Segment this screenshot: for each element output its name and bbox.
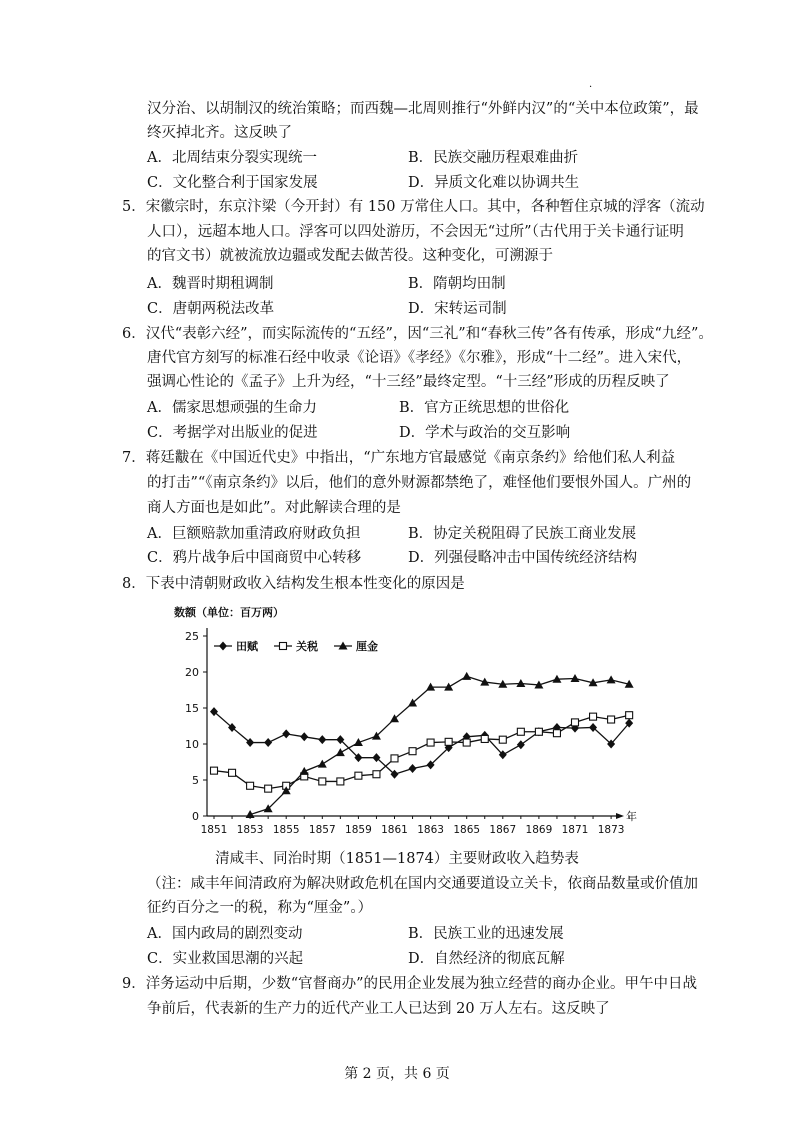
q4-option-b: B．民族交融历程艰难曲折	[408, 150, 579, 166]
land-tax-data-point	[282, 729, 290, 738]
q4-option-c: C．文化整合利于国家发展	[147, 175, 318, 191]
customs-duty-data-point	[229, 769, 236, 776]
q5-stem-line-2: 人口），远超本地人口。浮客可以四处游历，不会因无“过所”（古代用于关卡通行证明	[147, 224, 684, 240]
customs-duty-data-point	[626, 712, 633, 719]
x-axis-arrow	[616, 813, 624, 819]
q8-option-b: B．民族工业的迅速发展	[408, 926, 564, 942]
q7-stem-line-3: 商人方面也是如此”。对此解读合理的是	[147, 500, 401, 516]
land-tax-data-point	[264, 738, 272, 747]
q7-stem-line-2: 的打击”“《南京条约》以后，他们的意外财源都禁绝了，难怪他们要恨外国人。广州的	[147, 475, 692, 491]
customs-duty-legend-marker	[280, 643, 287, 650]
x-tick-label: 1861	[381, 824, 408, 836]
q7-stem-line-1: 7．蒋廷黻在《中国近代史》中指出，“广东地方官最感觉《南京条约》给他们私人利益	[122, 450, 676, 466]
q5-stem-line-1: 5．宋徽宗时，东京汴梁（今开封）有 150 万常住人口。其中，各种暂住京城的浮客（流动	[122, 199, 705, 215]
y-axis-label: 数额（单位：百万两）	[174, 606, 284, 619]
customs-duty-data-point	[572, 719, 579, 726]
land-tax-data-point	[517, 740, 525, 749]
q6-option-d: D．学术与政治的交互影响	[399, 425, 571, 441]
lijin-legend-label: 厘金	[356, 640, 378, 653]
q6-stem-line-3: 强调心性论的《孟子》上升为经，“十三经”最终定型。“十三经”形成的历程反映了	[147, 374, 670, 390]
q7-option-b: B．协定关税阻碍了民族工商业发展	[408, 526, 637, 542]
customs-duty-data-point	[409, 748, 416, 755]
customs-duty-data-point	[337, 778, 344, 785]
q6-option-b: B．官方正统思想的世俗化	[399, 400, 570, 416]
revenue-line-chart	[170, 602, 640, 842]
land-tax-legend-marker	[219, 642, 227, 651]
customs-duty-data-point	[535, 728, 542, 735]
q8-option-d: D．自然经济的彻底瓦解	[408, 951, 565, 967]
q4-stem-line-2: 终灭掉北齐。这反映了	[147, 125, 292, 141]
x-axis-label: 年	[626, 810, 637, 823]
customs-duty-data-point	[481, 735, 488, 742]
q6-option-c: C．考据学对出版业的促进	[147, 425, 318, 441]
q4-stem-line-1: 汉分治、以胡制汉的统治策略；而西魏—北周则推行“外鲜内汉”的“关中本位政策”，最	[147, 101, 699, 117]
land-tax-data-point	[318, 735, 326, 744]
revenue-chart	[170, 602, 640, 842]
customs-duty-legend-label: 关税	[296, 640, 318, 653]
q7-option-d: D．列强侵略冲击中国传统经济结构	[408, 550, 638, 566]
lijin-data-point	[607, 675, 616, 683]
x-tick-label: 1853	[236, 824, 264, 836]
customs-duty-data-point	[211, 767, 218, 774]
q8-option-a: A．国内政局的剧烈变动	[147, 926, 303, 942]
x-tick-label: 1859	[345, 824, 372, 836]
q6-stem-line-1: 6．汉代“表彰六经”，而实际流传的“五经”，因“三礼”和“春秋三传”各有传承，形成“九经”。	[122, 326, 713, 342]
customs-duty-data-point	[319, 778, 326, 785]
customs-duty-data-point	[517, 728, 524, 735]
page-marker: ·	[589, 82, 593, 93]
land-tax-legend-label: 田赋	[236, 640, 258, 653]
q4-option-d: D．异质文化难以协调共生	[408, 175, 580, 191]
y-tick-label: 20	[185, 666, 199, 679]
x-tick-label: 1865	[453, 824, 481, 836]
x-tick-label: 1855	[272, 824, 300, 836]
customs-duty-data-point	[427, 739, 434, 746]
page-footer: 第 2 页，共 6 页	[344, 1066, 450, 1082]
customs-duty-data-point	[265, 785, 272, 792]
q9-stem-line-2: 争前后，代表新的生产力的近代产业工人已达到 20 万人左右。这反映了	[147, 1001, 610, 1017]
customs-duty-data-point	[355, 772, 362, 779]
q8-note-line-1: （注：咸丰年间清政府为解决财政危机在国内交通要道设立关卡，依商品数量或价值加	[147, 876, 698, 892]
q7-option-c: C．鸦片战争后中国商贸中心转移	[147, 550, 362, 566]
customs-duty-data-point	[499, 736, 506, 743]
q5-option-b: B．隋朝均田制	[408, 276, 506, 292]
lijin-data-point	[300, 767, 309, 775]
customs-duty-series-line	[214, 715, 629, 788]
land-tax-series-line	[214, 712, 629, 775]
q4-option-a: A．北周结束分裂实现统一	[147, 150, 317, 166]
customs-duty-data-point	[463, 739, 470, 746]
y-tick-label: 0	[192, 810, 199, 823]
y-tick-label: 15	[185, 702, 199, 715]
q9-stem-line-1: 9．洋务运动中后期，少数“官督商办”的民用企业发展为独立经营的商办企业。甲午中日战	[122, 976, 698, 992]
lijin-data-point	[318, 760, 327, 768]
x-tick-label: 1869	[525, 824, 553, 836]
y-tick-label: 5	[192, 774, 199, 787]
y-tick-label: 10	[185, 738, 199, 751]
x-tick-label: 1867	[489, 824, 517, 836]
q8-note-line-2: 征约百分之一的税，称为“厘金”。）	[147, 900, 373, 916]
x-tick-label: 1851	[200, 824, 228, 836]
customs-duty-data-point	[608, 716, 615, 723]
customs-duty-data-point	[247, 782, 254, 789]
q5-option-a: A．魏晋时期租调制	[147, 276, 274, 292]
customs-duty-data-point	[373, 771, 380, 778]
lijin-data-point	[336, 748, 345, 756]
chart-caption: 清咸丰、同治时期（1851—1874）主要财政收入趋势表	[215, 851, 579, 867]
customs-duty-data-point	[590, 713, 597, 720]
land-tax-data-point	[300, 732, 308, 741]
q8-option-c: C．实业救国思潮的兴起	[147, 951, 304, 967]
y-tick-label: 25	[185, 630, 199, 643]
customs-duty-data-point	[391, 755, 398, 762]
lijin-data-point	[462, 672, 471, 680]
q8-stem: 8．下表中清朝财政收入结构发生根本性变化的原因是	[122, 576, 465, 592]
x-tick-label: 1873	[597, 824, 625, 836]
x-tick-label: 1871	[561, 824, 589, 836]
x-tick-label: 1863	[417, 824, 444, 836]
land-tax-data-point	[409, 764, 417, 773]
q5-option-d: D．宋转运司制	[408, 301, 507, 317]
q6-stem-line-2: 唐代官方刻写的标准石经中收录《论语》《孝经》《尔雅》，形成“十二经”。进入宋代，	[147, 350, 692, 366]
customs-duty-data-point	[553, 730, 560, 737]
q7-option-a: A．巨额赔款加重清政府财政负担	[147, 526, 361, 542]
lijin-series-line	[250, 676, 629, 814]
x-tick-label: 1857	[308, 824, 336, 836]
q5-stem-line-3: 的官文书）就被流放边疆或发配去做苦役。这种变化，可溯源于	[147, 248, 553, 264]
q5-option-c: C．唐朝两税法改革	[147, 301, 275, 317]
q6-option-a: A．儒家思想顽强的生命力	[147, 400, 317, 416]
customs-duty-data-point	[445, 738, 452, 745]
